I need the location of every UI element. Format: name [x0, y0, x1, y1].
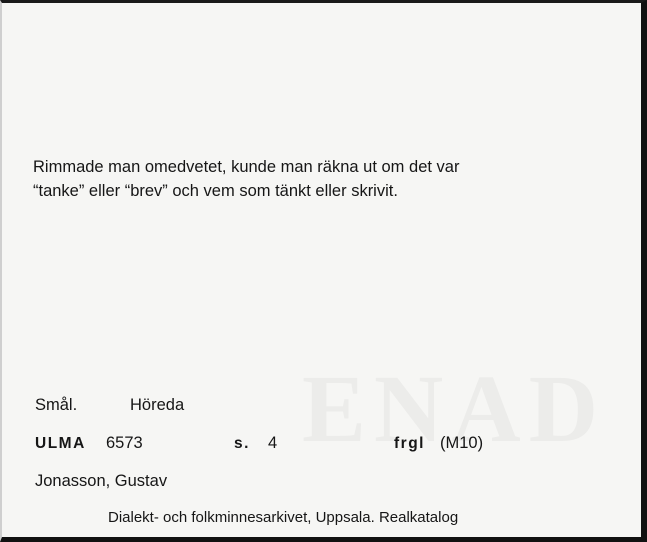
- archive-code: ULMA: [35, 435, 86, 452]
- text-line-1: Rimmade man omedvetet, kunde man räkna ut om det var: [33, 158, 460, 176]
- region: Smål.: [35, 396, 78, 414]
- card-text: [33, 155, 613, 203]
- parish: Höreda: [130, 396, 185, 414]
- informant-name: Jonasson, Gustav: [35, 472, 168, 490]
- questionnaire-code: (M10): [440, 434, 484, 452]
- page-number: 4: [268, 434, 278, 452]
- questionnaire-label: frgl: [394, 435, 425, 452]
- page-label: s.: [234, 435, 250, 452]
- text-line-2: “tanke” eller “brev” och vem som tänkt eller skrivit.: [33, 182, 398, 200]
- archive-number: 6573: [106, 434, 143, 452]
- institution-footer: Dialekt- och folkminnesarkivet, Uppsala. Realkatalog: [108, 509, 459, 526]
